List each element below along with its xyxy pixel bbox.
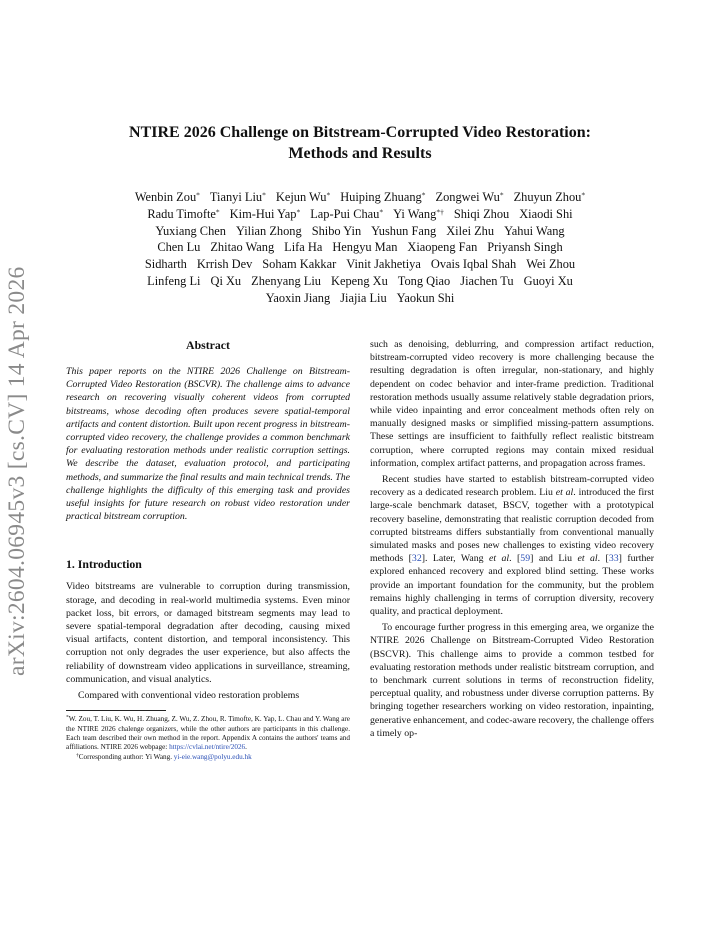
author-name: Xiaopeng Fan [407, 240, 478, 255]
author-name: Linfeng Li [147, 273, 201, 288]
author-affiliation-mark: * [215, 207, 220, 217]
author-line [60, 290, 660, 307]
author-name: Yushun Fang [371, 223, 437, 238]
author-name: Yaokun Shi [396, 290, 455, 305]
right-column [370, 338, 654, 740]
author-line [60, 273, 660, 290]
author-name: Yilian Zhong [235, 223, 302, 238]
abstract-heading: Abstract [186, 338, 230, 352]
author-line [60, 189, 660, 206]
author-name: Radu Timofte* [147, 206, 220, 221]
citation-link[interactable]: 33 [608, 553, 619, 565]
author-name: Sidharth [144, 257, 187, 272]
right-paragraph-1: such as denoising, deblurring, and compression artifact reduction, bitstream-corrupted video recovery is more challenging because the resulting degradation is often irregular, non-stationary, and highly dependent on codec behavior and inter-frame prediction. Traditional restoration methods usually assume relatively stable degradation priors, while video inpainting and error concealment methods often rely on manually designed masks or simplified missing-pattern assumptions. These settings are insufficient to faithfully reflect realistic bitstream corruption, where corrupted regions may contain mixed residual information, complex artifact patterns, and propagation across frames. [370, 339, 654, 469]
author-name: Wei Zhou [526, 257, 576, 272]
citation-link[interactable]: 32 [411, 553, 422, 565]
author-affiliation-mark: * [581, 190, 586, 200]
author-affiliation-mark: * [262, 190, 266, 200]
author-name: Lifa Ha [284, 240, 323, 255]
arxiv-id-text: arXiv:2604.06945v3 [cs.CV] 14 Apr 2026 [4, 266, 30, 676]
author-name: Kim-Hui Yap* [229, 206, 301, 221]
author-name: Zongwei Wu* [435, 190, 504, 204]
author-name: Priyansh Singh [487, 240, 563, 255]
author-name: Krrish Dev [196, 257, 253, 272]
footnote-corresponding [66, 753, 350, 762]
author-name: Yaoxin Jiang [265, 290, 331, 305]
author-name: Xilei Zhu [446, 223, 495, 238]
author-line [60, 223, 660, 240]
author-name: Zhuyun Zhou* [513, 190, 586, 204]
author-affiliation-mark: * [421, 190, 426, 200]
paper-title [60, 122, 660, 164]
author-name: Wenbin Zou* [134, 190, 200, 204]
author-list [60, 189, 660, 307]
author-name: Shibo Yin [311, 223, 362, 238]
author-line [60, 256, 660, 273]
author-affiliation-mark: * [499, 190, 504, 200]
author-affiliation-mark: * [379, 207, 384, 217]
author-name: Jiajia Liu [340, 290, 387, 305]
intro-paragraph-2: Compared with conventional video restoration problems [78, 690, 300, 702]
footnote-corresponding-text: Corresponding author: Yi Wang. [78, 752, 174, 761]
intro-paragraph-1: Video bitstreams are vulnerable to corruption during transmission, storage, and decoding in real-world multimedia systems. Even minor packet loss, bit errors, or damaged bitstream segments may lead to severe spatial-temporal degradation after decoding, causing mixed visual artifacts, content distortion, and temporal inconsistency. This corruption not only degrades the user experience, but also affects the reliability of downstream video applications in surveillance, streaming, communication, and visual analytics. [66, 581, 350, 685]
author-name: Vinit Jakhetiya [346, 257, 421, 272]
title-line-2: Methods and Results [288, 145, 432, 162]
footnote-mark-dagger: † [76, 752, 79, 759]
author-name: Zhitao Wang [210, 240, 275, 255]
footnote-organizers-text: W. Zou, T. Liu, K. Wu, H. Zhuang, Z. Wu, Z. Zhou, R. Timofte, K. Yap, L. Chau and Y. Wang are the NTIRE 2026 chalenge organizers, while the other authors are participants in this challenge. Each team described their own method in the report. Appendix A contains the authors' teams and affiliations. NTIRE 2026 webpage: [66, 715, 350, 752]
author-name: Tianyi Liu* [209, 190, 266, 204]
author-name: Chen Lu [157, 240, 201, 255]
author-name: Yuxiang Chen [155, 223, 226, 238]
author-line [60, 206, 660, 223]
author-line [60, 239, 660, 256]
author-name: Soham Kakkar [262, 257, 337, 272]
right-paragraph-2: Recent studies have started to establish bitstream-corrupted video recovery as a dedicated research problem. Liu et al. introduced the first large-scale benchmark dataset, BSCV, together with a prototypical recovery baseline, demonstrating that realistic corruption decoded from corrupted bitstreams differs substantially from conventional manually simulated masks and poses new challenges to existing video recovery methods [32]. Later, Wang et al. [59] and Liu et al. [33] further explored enhanced recovery and explored blind setting. These works provide an important foundation for the community, but the problem remains highly challenging in terms of corruption diversity, recovery quality, and practical deployment. [370, 474, 654, 618]
author-affiliation-mark: * [296, 207, 301, 217]
right-paragraph-3: To encourage further progress in this emerging area, we organize the NTIRE 2026 Challenge on Bitstream-Corrupted Video Restoration (BSCVR). This challenge aims to provide a common testbed for evaluating restoration methods under realistic bitstream corruption, and to benchmark current solutions in terms of reconstruction fidelity, perceptual quality, and robustness under diverse corruption patterns. By bringing together researchers working on video restoration, inpainting, generative enhancement, and codec-aware recovery, the challenge offers a timely op- [370, 622, 654, 739]
author-name: Shiqi Zhou [453, 206, 510, 221]
author-name: Hengyu Man [332, 240, 398, 255]
citation-link[interactable]: 59 [520, 553, 531, 565]
author-name: Huiping Zhuang* [340, 190, 426, 204]
author-name: Xiaodi Shi [519, 206, 573, 221]
author-name: Jiachen Tu [460, 273, 514, 288]
author-name: Kejun Wu* [275, 190, 331, 204]
author-name: Yi Wang*† [393, 206, 444, 221]
corresponding-email-link[interactable]: yi-eie.wang@polyu.edu.hk [173, 752, 252, 761]
author-name: Qi Xu [210, 273, 242, 288]
author-name: Guoyi Xu [523, 273, 573, 288]
introduction-heading: 1. Introduction [66, 557, 142, 572]
abstract-text: This paper reports on the NTIRE 2026 Challenge on Bitstream-Corrupted Video Restoration (BSCVR). The challenge aims to advance research on recovering visually coherent videos from corrupted bitstreams, whose decoding often produces severe spatial-temporal artifacts and content distortion. Built upon recent progress in bitstream-corrupted video recovery, the challenge provides a common benchmark for evaluating restoration methods under realistic corruption settings. We describe the dataset, evaluation protocol, and participating methods, and summarize the final results and main technical trends. The challenge highlights the difficulty of this emerging task and provides useful insights for future research on robust video restoration under practical bitstream corruption. [66, 366, 350, 523]
author-name: Tong Qiao [397, 273, 451, 288]
author-affiliation-mark: * [196, 190, 200, 200]
left-column [66, 338, 350, 762]
title-line-1: NTIRE 2026 Challenge on Bitstream-Corrupted Video Restoration: [129, 124, 591, 141]
author-name: Kepeng Xu [331, 273, 388, 288]
author-affiliation-mark: *† [436, 207, 444, 217]
footnote-divider [66, 710, 166, 711]
author-name: Lap-Pui Chau* [310, 206, 384, 221]
footnote-organizers: *W. Zou, T. Liu, K. Wu, H. Zhuang, Z. Wu, Z. Zhou, R. Timofte, K. Yap, L. Chau and Y. Wang are the NTIRE 2026 chalenge organizers, while the other authors are participants in this challenge. Each team described their own method in the report. Appendix A contains the authors' teams and affiliations. NTIRE 2026 webpage: https://cvlai.net/ntire/2026. [66, 714, 350, 752]
author-name: Ovais Iqbal Shah [430, 257, 517, 272]
author-affiliation-mark: * [326, 190, 331, 200]
footnote-mark-asterisk: * [66, 714, 69, 721]
ntire-webpage-link[interactable]: https://cvlai.net/ntire/2026 [169, 743, 246, 752]
arxiv-identifier-stamp [0, 0, 50, 932]
author-name: Zhenyang Liu [251, 273, 321, 288]
author-name: Yahui Wang [504, 223, 565, 238]
